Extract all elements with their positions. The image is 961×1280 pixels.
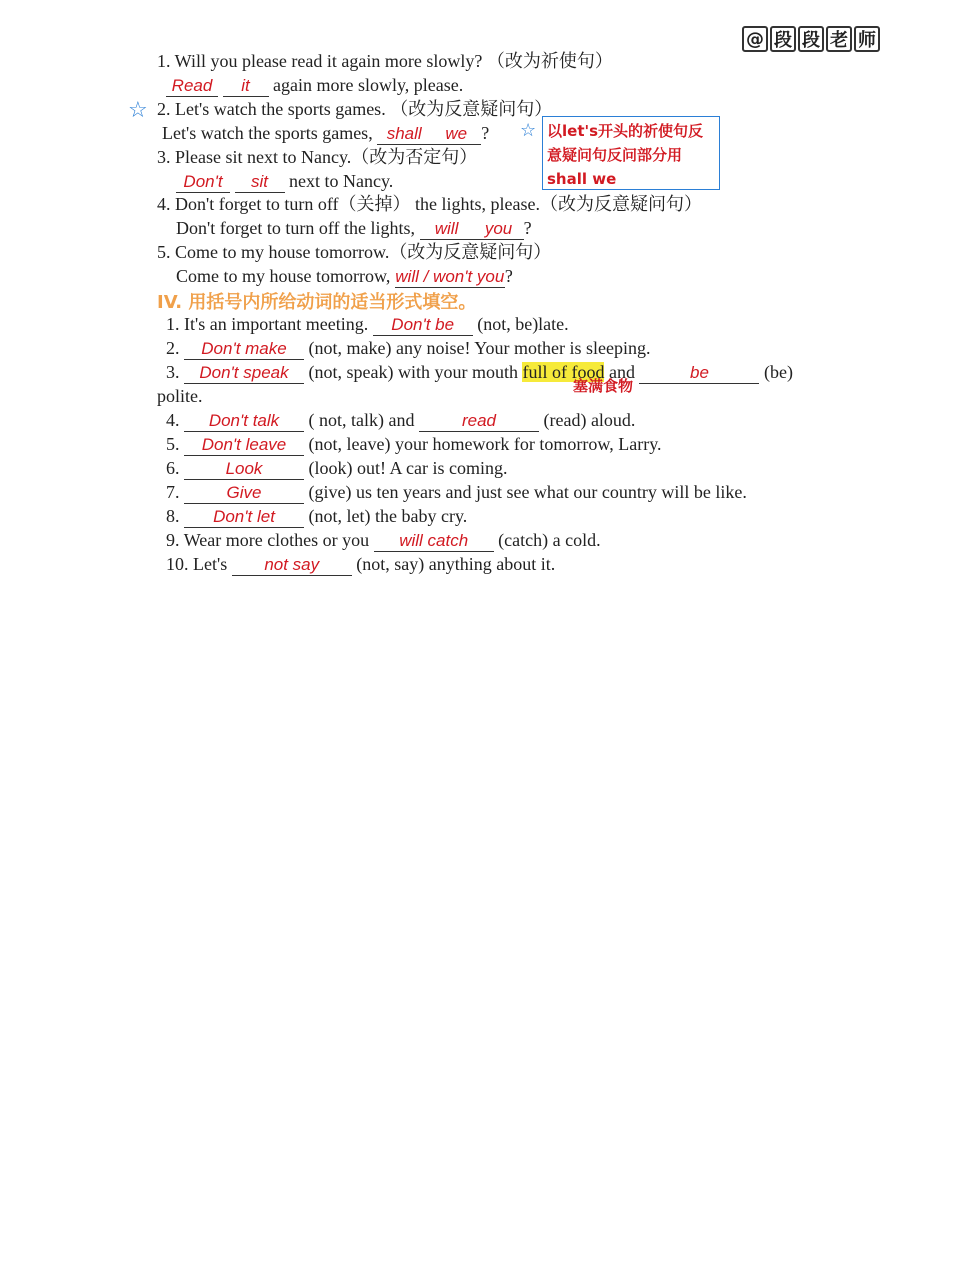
list-item bbox=[166, 433, 662, 456]
answer-blank: Read bbox=[166, 76, 218, 97]
item-number: 9. bbox=[166, 530, 180, 550]
answer-blank: Don't speak bbox=[184, 363, 304, 384]
item-text: (not, leave) your homework for tomorrow, Larry. bbox=[308, 434, 662, 454]
answer-blank: you bbox=[474, 219, 524, 240]
item-text: and bbox=[608, 362, 635, 382]
answer-blank: shall bbox=[377, 124, 431, 145]
answer-blank: Don't let bbox=[184, 507, 304, 528]
answer-blank: Don't leave bbox=[184, 435, 304, 456]
star-icon: ☆ bbox=[128, 98, 148, 123]
item-number: 7. bbox=[166, 482, 180, 502]
watermark-char: 段 bbox=[798, 26, 824, 52]
answer-blank: Don't make bbox=[184, 339, 304, 360]
item-number: 5. bbox=[166, 434, 180, 454]
phrase-translation-note: 塞满食物 bbox=[573, 377, 634, 395]
list-item bbox=[166, 553, 555, 576]
q2-lead: Let's watch the sports games, bbox=[162, 123, 373, 143]
watermark-char: @ bbox=[742, 26, 768, 52]
watermark-char: 段 bbox=[770, 26, 796, 52]
q5-prompt: 5. Come to my house tomorrow.（改为反意疑问句） bbox=[157, 242, 552, 262]
highlighted-phrase: full of food bbox=[522, 362, 605, 382]
answer-blank: Don't talk bbox=[184, 411, 304, 432]
q3-answer-line bbox=[176, 170, 393, 193]
note-line: 意疑问句反问部分用 bbox=[547, 146, 683, 164]
q5-answer-line bbox=[176, 265, 513, 288]
item-text: (not, be)late. bbox=[477, 314, 569, 334]
answer-blank: we bbox=[431, 124, 481, 145]
answer-blank: will catch bbox=[374, 531, 494, 552]
answer-blank: be bbox=[639, 363, 759, 384]
item-text: (read) aloud. bbox=[543, 410, 636, 430]
q4-prompt: 4. Don't forget to turn off（关掉） the lights, please.（改为反意疑问句） bbox=[157, 194, 703, 214]
q4-end: ? bbox=[523, 218, 532, 238]
item-continuation: polite. bbox=[157, 386, 203, 406]
answer-blank: not say bbox=[232, 555, 352, 576]
item-number: 3. bbox=[166, 362, 180, 382]
item-text: ( not, talk) and bbox=[308, 410, 415, 430]
q1-answer-line bbox=[166, 74, 463, 97]
item-text: (catch) a cold. bbox=[498, 530, 601, 550]
q1-prompt: 1. Will you please read it again more slowly? （改为祈使句） bbox=[157, 51, 613, 71]
item-text: It's an important meeting. bbox=[184, 314, 369, 334]
q4-answer-line bbox=[176, 217, 532, 240]
item-text: (look) out! A car is coming. bbox=[308, 458, 508, 478]
answer-blank: sit bbox=[235, 172, 285, 193]
item-number: 8. bbox=[166, 506, 180, 526]
item-text: (not, make) any noise! Your mother is sleeping. bbox=[308, 338, 651, 358]
q2-answer-line bbox=[162, 122, 489, 145]
q5-lead: Come to my house tomorrow, bbox=[176, 266, 391, 286]
grammar-note-box bbox=[542, 116, 720, 190]
answer-blank: read bbox=[419, 411, 539, 432]
q2-prompt: 2. Let's watch the sports games. （改为反意疑问句） bbox=[157, 99, 553, 119]
item-text: Wear more clothes or you bbox=[183, 530, 370, 550]
list-item bbox=[166, 361, 793, 384]
item-text: (be) bbox=[763, 362, 793, 382]
item-text: (not, say) anything about it. bbox=[356, 554, 556, 574]
item-number: 1. bbox=[166, 314, 180, 334]
list-item bbox=[166, 505, 467, 528]
list-item bbox=[166, 409, 635, 432]
watermark bbox=[742, 26, 880, 54]
answer-blank: will / won't you bbox=[395, 267, 505, 286]
q4-lead: Don't forget to turn off the lights, bbox=[176, 218, 416, 238]
item-number: 10. bbox=[166, 554, 189, 574]
answer-blank: Look bbox=[184, 459, 304, 480]
q5-end: ? bbox=[504, 266, 513, 286]
section-heading: IV. 用括号内所给动词的适当形式填空。 bbox=[157, 292, 477, 313]
q3-prompt: 3. Please sit next to Nancy.（改为否定句） bbox=[157, 147, 478, 167]
item-text: (give) us ten years and just see what our country will be like. bbox=[308, 482, 747, 502]
item-number: 6. bbox=[166, 458, 180, 478]
answer-blank: Give bbox=[184, 483, 304, 504]
answer-blank: Don't bbox=[176, 172, 230, 193]
item-number: 2. bbox=[166, 338, 180, 358]
list-item bbox=[166, 337, 650, 360]
star-icon: ☆ bbox=[520, 120, 537, 141]
list-item bbox=[166, 457, 507, 480]
q3-rest: next to Nancy. bbox=[289, 171, 394, 191]
watermark-char: 师 bbox=[854, 26, 880, 52]
q1-rest: again more slowly, please. bbox=[273, 75, 464, 95]
list-item bbox=[166, 313, 569, 336]
item-text: (not, speak) with your mouth bbox=[308, 362, 518, 382]
item-text: Let's bbox=[193, 554, 228, 574]
item-text: (not, let) the baby cry. bbox=[308, 506, 468, 526]
q2-end: ? bbox=[481, 123, 490, 143]
list-item bbox=[166, 529, 601, 552]
answer-blank: will bbox=[420, 219, 474, 240]
note-line: shall we bbox=[547, 170, 617, 188]
note-line: 以let's开头的祈使句反 bbox=[547, 122, 704, 140]
answer-blank: it bbox=[223, 76, 269, 97]
watermark-char: 老 bbox=[826, 26, 852, 52]
answer-blank: Don't be bbox=[373, 315, 473, 336]
list-item bbox=[166, 481, 747, 504]
item-number: 4. bbox=[166, 410, 180, 430]
